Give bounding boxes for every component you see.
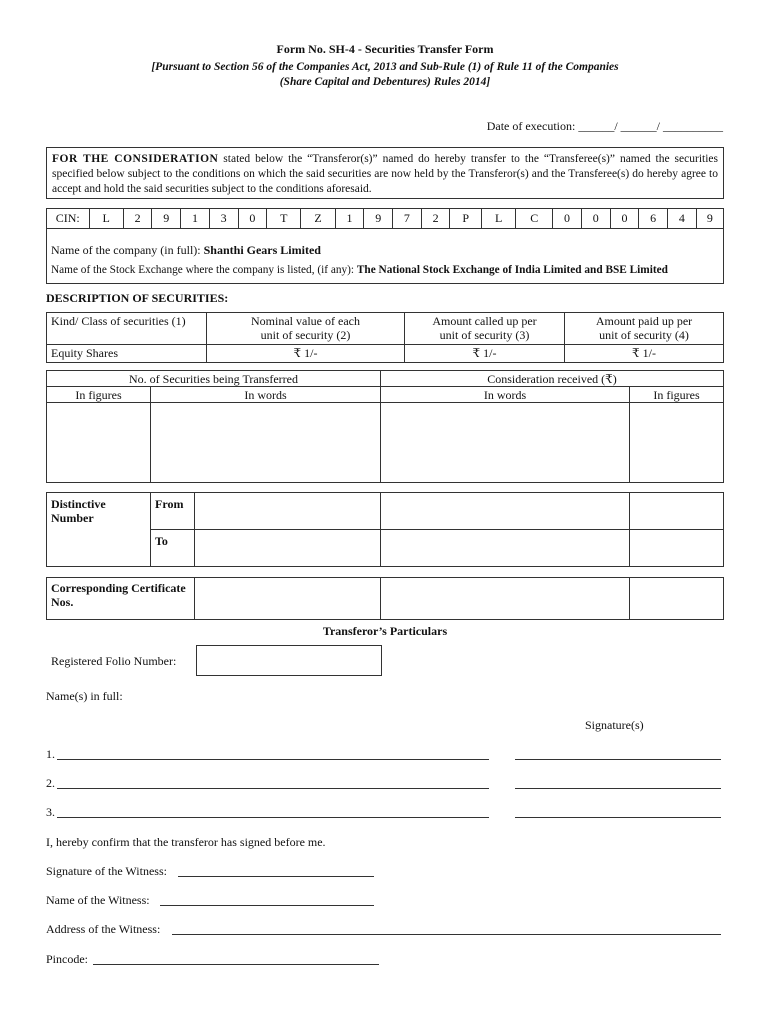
- cin-char-cell: 0: [553, 209, 582, 228]
- names-label: Name(s) in full:: [46, 689, 123, 703]
- form-title: Form No. SH-4 - Securities Transfer Form: [276, 42, 494, 56]
- cin-char-cell: 0: [238, 209, 267, 228]
- cin-char-cell: 9: [152, 209, 181, 228]
- stock-exchange-label: Name of the Stock Exchange where the company is listed, (if any):: [51, 264, 357, 276]
- cin-char-cell: L: [482, 209, 516, 228]
- name-line-2[interactable]: [57, 778, 489, 789]
- signature-line-2[interactable]: [515, 778, 721, 789]
- cin-char-cell: 0: [610, 209, 639, 228]
- name-line-2-label: 2.: [46, 776, 55, 790]
- signature-line-1[interactable]: [515, 749, 721, 760]
- cell-nominal[interactable]: ₹ 1/-: [207, 345, 405, 363]
- to-input-3[interactable]: [630, 530, 724, 567]
- company-name-value: Shanthi Gears Limited: [203, 243, 321, 257]
- header-called-l1: Amount called up per: [432, 314, 537, 328]
- securities-table: [46, 312, 724, 363]
- name-line-3[interactable]: [57, 807, 489, 818]
- folio-label: Registered Folio Number:: [51, 654, 177, 668]
- cin-char-cell: 9: [364, 209, 393, 228]
- to-label: To: [151, 530, 195, 567]
- to-input-1[interactable]: [195, 530, 381, 567]
- header-called-up: [405, 313, 565, 345]
- witness-name-label: Name of the Witness:: [46, 893, 150, 907]
- from-label: From: [151, 493, 195, 530]
- distinctive-number-table: [46, 492, 724, 567]
- witness-signature-label: Signature of the Witness:: [46, 864, 167, 878]
- header-figures-2: In figures: [630, 387, 724, 403]
- cin-char-cell: 9: [696, 209, 723, 228]
- date-of-execution[interactable]: Date of execution: ______/ ______/ __________: [486, 119, 723, 133]
- from-input-3[interactable]: [630, 493, 724, 530]
- witness-signature-line[interactable]: [178, 866, 374, 877]
- cin-char-cell: 3: [209, 209, 238, 228]
- stock-exchange-value: The National Stock Exchange of India Limited and BSE Limited: [356, 264, 668, 276]
- consideration-lead: FOR THE CONSIDERATION: [52, 153, 219, 165]
- certificate-input-1[interactable]: [195, 578, 381, 620]
- header-words-2: In words: [381, 387, 630, 403]
- certificate-input-2[interactable]: [381, 578, 630, 620]
- distinctive-number-label: Distinctive Number: [47, 493, 151, 567]
- certificate-table: [46, 577, 724, 620]
- cell-paid-up[interactable]: ₹ 1/-: [565, 345, 724, 363]
- company-name-line: [51, 243, 321, 258]
- cin-table: [47, 209, 723, 229]
- input-securities-figures[interactable]: [47, 403, 151, 483]
- witness-pincode-label: Pincode:: [46, 952, 88, 966]
- stock-exchange-line: [51, 264, 668, 276]
- cin-char-cell: 2: [421, 209, 450, 228]
- consideration-text: stated below the “Transferor(s)” named do hereby transfer to the “Transferee(s)” named the securities specified below subject to the conditions on which the said securities are now held by the Transferor(s) and the Transferee(s) do hereby agree to accept and hold the said securities subject to the conditions aforesaid.: [52, 153, 718, 195]
- cin-char-cell: L: [89, 209, 123, 228]
- form-subtitle: [60, 60, 710, 90]
- cin-char-cell: 4: [668, 209, 697, 228]
- header-called-l2: unit of security (3): [439, 328, 530, 342]
- name-line-1-label: 1.: [46, 747, 55, 761]
- header-no-securities: No. of Securities being Transferred: [47, 371, 381, 387]
- subtitle-line-2: (Share Capital and Debentures) Rules 2014]: [279, 76, 491, 88]
- cin-char-cell: 0: [581, 209, 610, 228]
- cell-called-up[interactable]: ₹ 1/-: [405, 345, 565, 363]
- subtitle-line-1: [Pursuant to Section 56 of the Companies Act, 2013 and Sub-Rule (1) of Rule 11 of the Companies: [151, 61, 619, 73]
- name-line-3-label: 3.: [46, 805, 55, 819]
- from-input-1[interactable]: [195, 493, 381, 530]
- header-nominal-l2: unit of security (2): [260, 328, 351, 342]
- header-paid-up: [565, 313, 724, 345]
- witness-address-label: Address of the Witness:: [46, 922, 161, 936]
- witness-address-line[interactable]: [172, 924, 721, 935]
- header-kind-class: Kind/ Class of securities (1): [47, 313, 207, 345]
- header-words-1: In words: [151, 387, 381, 403]
- name-line-1[interactable]: [57, 749, 489, 760]
- from-input-2[interactable]: [381, 493, 630, 530]
- company-name-label: Name of the company (in full):: [51, 243, 204, 257]
- cin-char-cell: C: [516, 209, 553, 228]
- input-securities-words[interactable]: [151, 403, 381, 483]
- consideration-paragraph: [46, 147, 724, 199]
- witness-name-line[interactable]: [160, 895, 374, 906]
- certificate-label: Corresponding Certificate Nos.: [47, 578, 195, 620]
- cin-label: CIN:: [47, 209, 89, 228]
- cin-char-cell: P: [450, 209, 482, 228]
- cin-char-cell: T: [267, 209, 301, 228]
- header-consideration-received: Consideration received (₹): [381, 371, 724, 387]
- cin-char-cell: 1: [335, 209, 364, 228]
- transfer-table: [46, 370, 724, 483]
- cin-char-cell: Z: [301, 209, 335, 228]
- header-paid-l2: unit of security (4): [599, 328, 689, 342]
- cin-char-cell: 6: [639, 209, 668, 228]
- witness-pincode-line[interactable]: [93, 954, 379, 965]
- company-details-box: [46, 208, 724, 284]
- certificate-input-3[interactable]: [630, 578, 724, 620]
- signature-line-3[interactable]: [515, 807, 721, 818]
- input-consideration-figures[interactable]: [630, 403, 724, 483]
- cell-kind[interactable]: Equity Shares: [47, 345, 207, 363]
- witness-confirm: I, hereby confirm that the transferor has signed before me.: [46, 835, 326, 849]
- to-input-2[interactable]: [381, 530, 630, 567]
- header-figures-1: In figures: [47, 387, 151, 403]
- cin-char-cell: 2: [123, 209, 152, 228]
- folio-input[interactable]: [196, 645, 382, 676]
- input-consideration-words[interactable]: [381, 403, 630, 483]
- signatures-label: Signature(s): [585, 718, 644, 732]
- cin-char-cell: 7: [393, 209, 422, 228]
- description-heading: DESCRIPTION OF SECURITIES:: [46, 291, 229, 305]
- cin-char-cell: 1: [181, 209, 210, 228]
- transferor-heading: Transferor’s Particulars: [322, 624, 448, 638]
- header-nominal-value: [207, 313, 405, 345]
- header-paid-l1: Amount paid up per: [595, 314, 693, 328]
- header-nominal-l1: Nominal value of each: [251, 314, 360, 328]
